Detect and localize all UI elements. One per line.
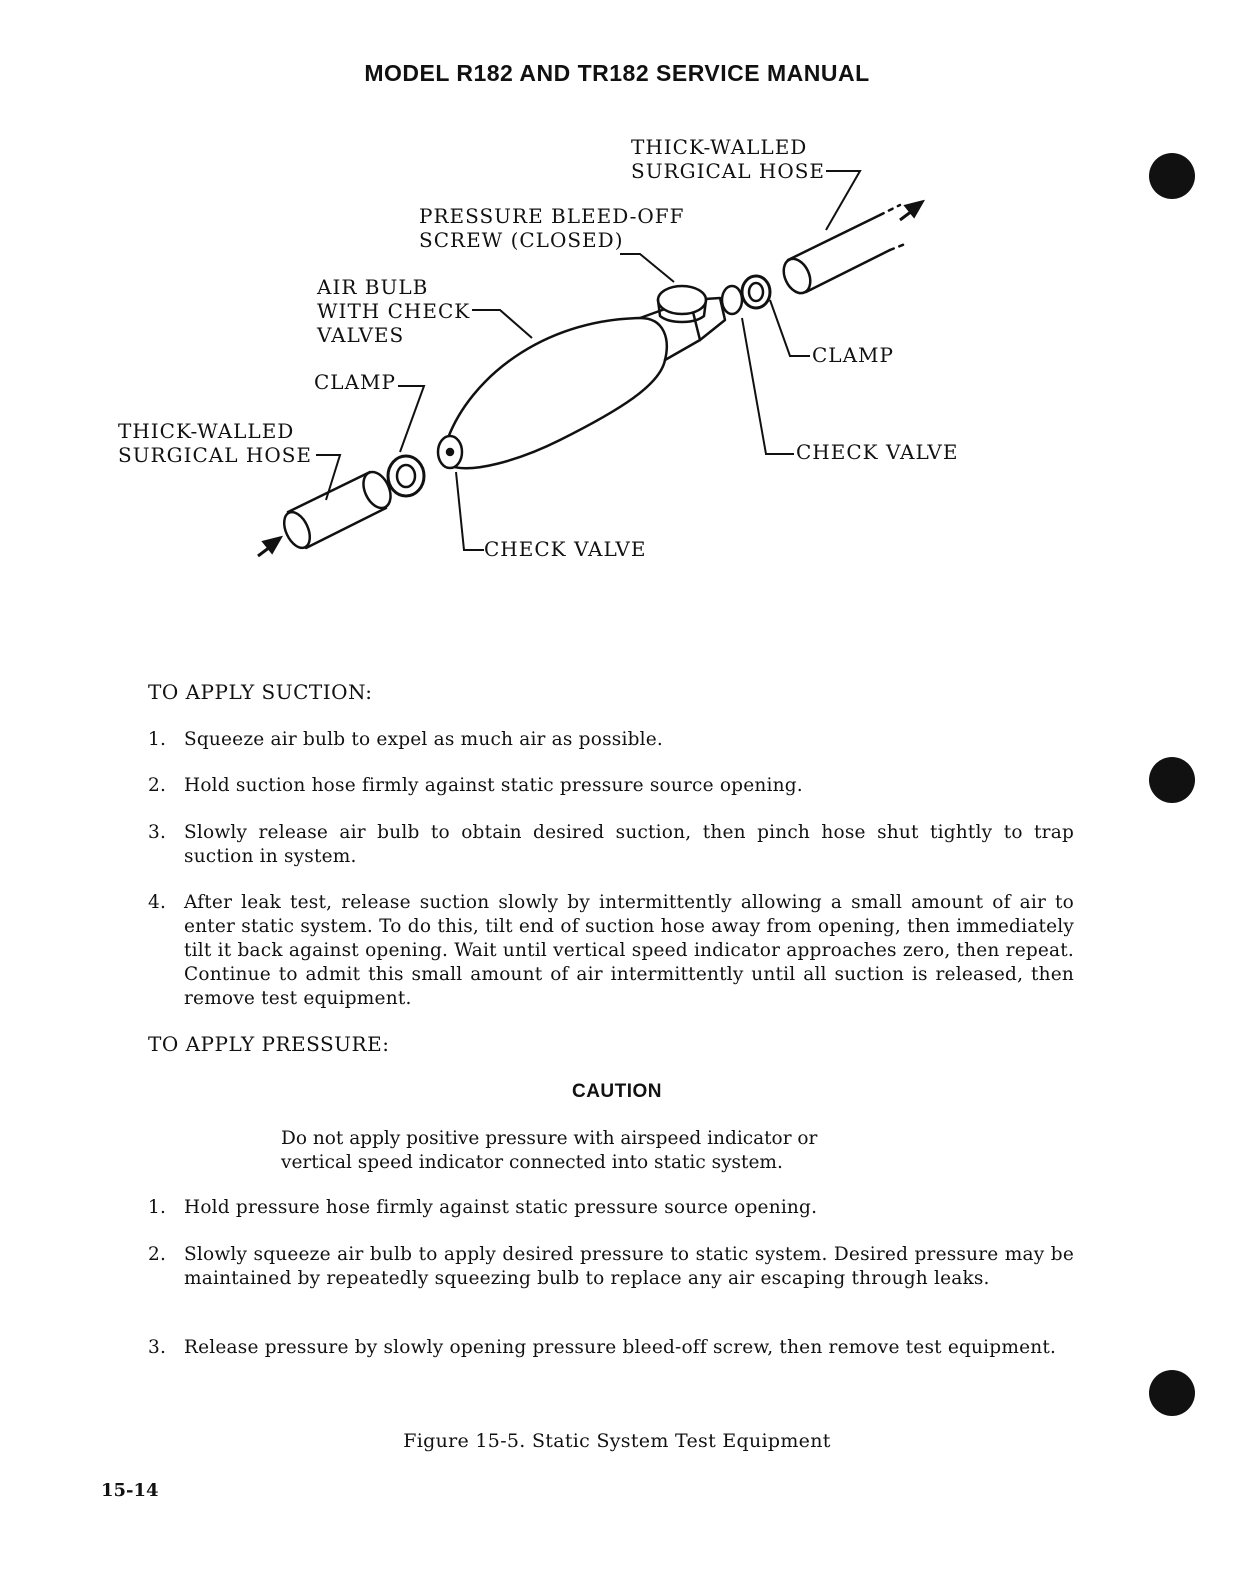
pressure-step: [148, 1196, 1078, 1220]
label-clamp-left: CLAMP: [314, 370, 396, 394]
label-bleed-line2: SCREW (CLOSED): [419, 228, 624, 252]
label-bulb-line2: WITH CHECK: [317, 299, 471, 323]
pressure-step-number: 1.: [148, 1197, 167, 1218]
punch-hole-bottom: [1149, 1370, 1195, 1416]
check-valve-right: [722, 286, 742, 314]
label-bulb-line3: VALVES: [317, 323, 405, 347]
suction-step-text: Slowly release air bulb to obtain desired suction, then pinch hose shut tightly to trap suction in system.: [184, 822, 1074, 867]
pressure-step-number: 2.: [148, 1244, 167, 1265]
label-hose-left: [118, 419, 312, 467]
label-hose-top-line1: THICK-WALLED: [631, 135, 808, 159]
pressure-heading: TO APPLY PRESSURE:: [148, 1032, 390, 1056]
pressure-step: [148, 1243, 1078, 1315]
air-bulb: [448, 318, 667, 468]
pressure-step-text: Release pressure by slowly opening pressure bleed-off screw, then remove test equipment.: [184, 1337, 1057, 1358]
suction-step: [148, 774, 1078, 798]
pressure-step-text: Slowly squeeze air bulb to apply desired pressure to static system. Desired pressure may be maintained by repeatedly squeezing bulb to replace any air escaping through leaks.: [184, 1244, 1074, 1289]
suction-step-number: 1.: [148, 729, 167, 750]
suction-step-number: 3.: [148, 822, 167, 843]
label-hose-top: [631, 135, 825, 183]
label-clamp-right: CLAMP: [812, 343, 894, 367]
bleed-off-screw: [658, 286, 706, 314]
pressure-step-text: Hold pressure hose firmly against static pressure source opening.: [184, 1197, 818, 1218]
caution-title: CAUTION: [571, 1081, 663, 1102]
page-header-title: MODEL R182 AND TR182 SERVICE MANUAL: [364, 60, 870, 86]
suction-step-text: Squeeze air bulb to expel as much air as possible.: [184, 729, 663, 750]
label-bulb-line1: AIR BULB: [317, 275, 429, 299]
suction-step: [148, 821, 1078, 869]
suction-step: [148, 728, 1078, 752]
label-bleed-line1: PRESSURE BLEED-OFF: [419, 204, 685, 228]
label-check-valve-bottom: CHECK VALVE: [484, 537, 647, 561]
clamp-left: [388, 456, 424, 496]
caution-text: Do not apply positive pressure with airspeed indicator or vertical speed indicator connected into static system.: [281, 1128, 818, 1173]
label-hose-left-line2: SURGICAL HOSE: [118, 443, 313, 467]
figure-caption: Figure 15-5. Static System Test Equipment: [403, 1430, 831, 1452]
label-hose-top-line2: SURGICAL HOSE: [631, 159, 826, 183]
pressure-step-number: 3.: [148, 1337, 167, 1358]
suction-heading: TO APPLY SUCTION:: [148, 680, 373, 704]
page-number: 15-14: [101, 1480, 159, 1501]
suction-step: [148, 891, 1078, 1011]
suction-step-number: 4.: [148, 892, 167, 913]
suction-step-number: 2.: [148, 775, 167, 796]
clamp-right: [742, 276, 770, 308]
label-check-valve-right: CHECK VALVE: [796, 440, 959, 464]
label-hose-left-line1: THICK-WALLED: [118, 419, 295, 443]
label-bleed-off-screw: [419, 204, 685, 252]
suction-step-text: Hold suction hose firmly against static pressure source opening.: [184, 775, 803, 796]
suction-step-text: After leak test, release suction slowly by intermittently allowing a small amount of air to enter static system. To do this, tilt end of suction hose away from opening, then immediately tilt it back against opening. Wait until vertical speed indicator approaches zero, then repeat. Continue to admit this small amount of air intermittently until all suction is released, then remove test equipment.: [184, 892, 1074, 1009]
pressure-step: [148, 1336, 1078, 1384]
punch-hole-middle: [1149, 757, 1195, 803]
label-air-bulb: [317, 275, 470, 347]
